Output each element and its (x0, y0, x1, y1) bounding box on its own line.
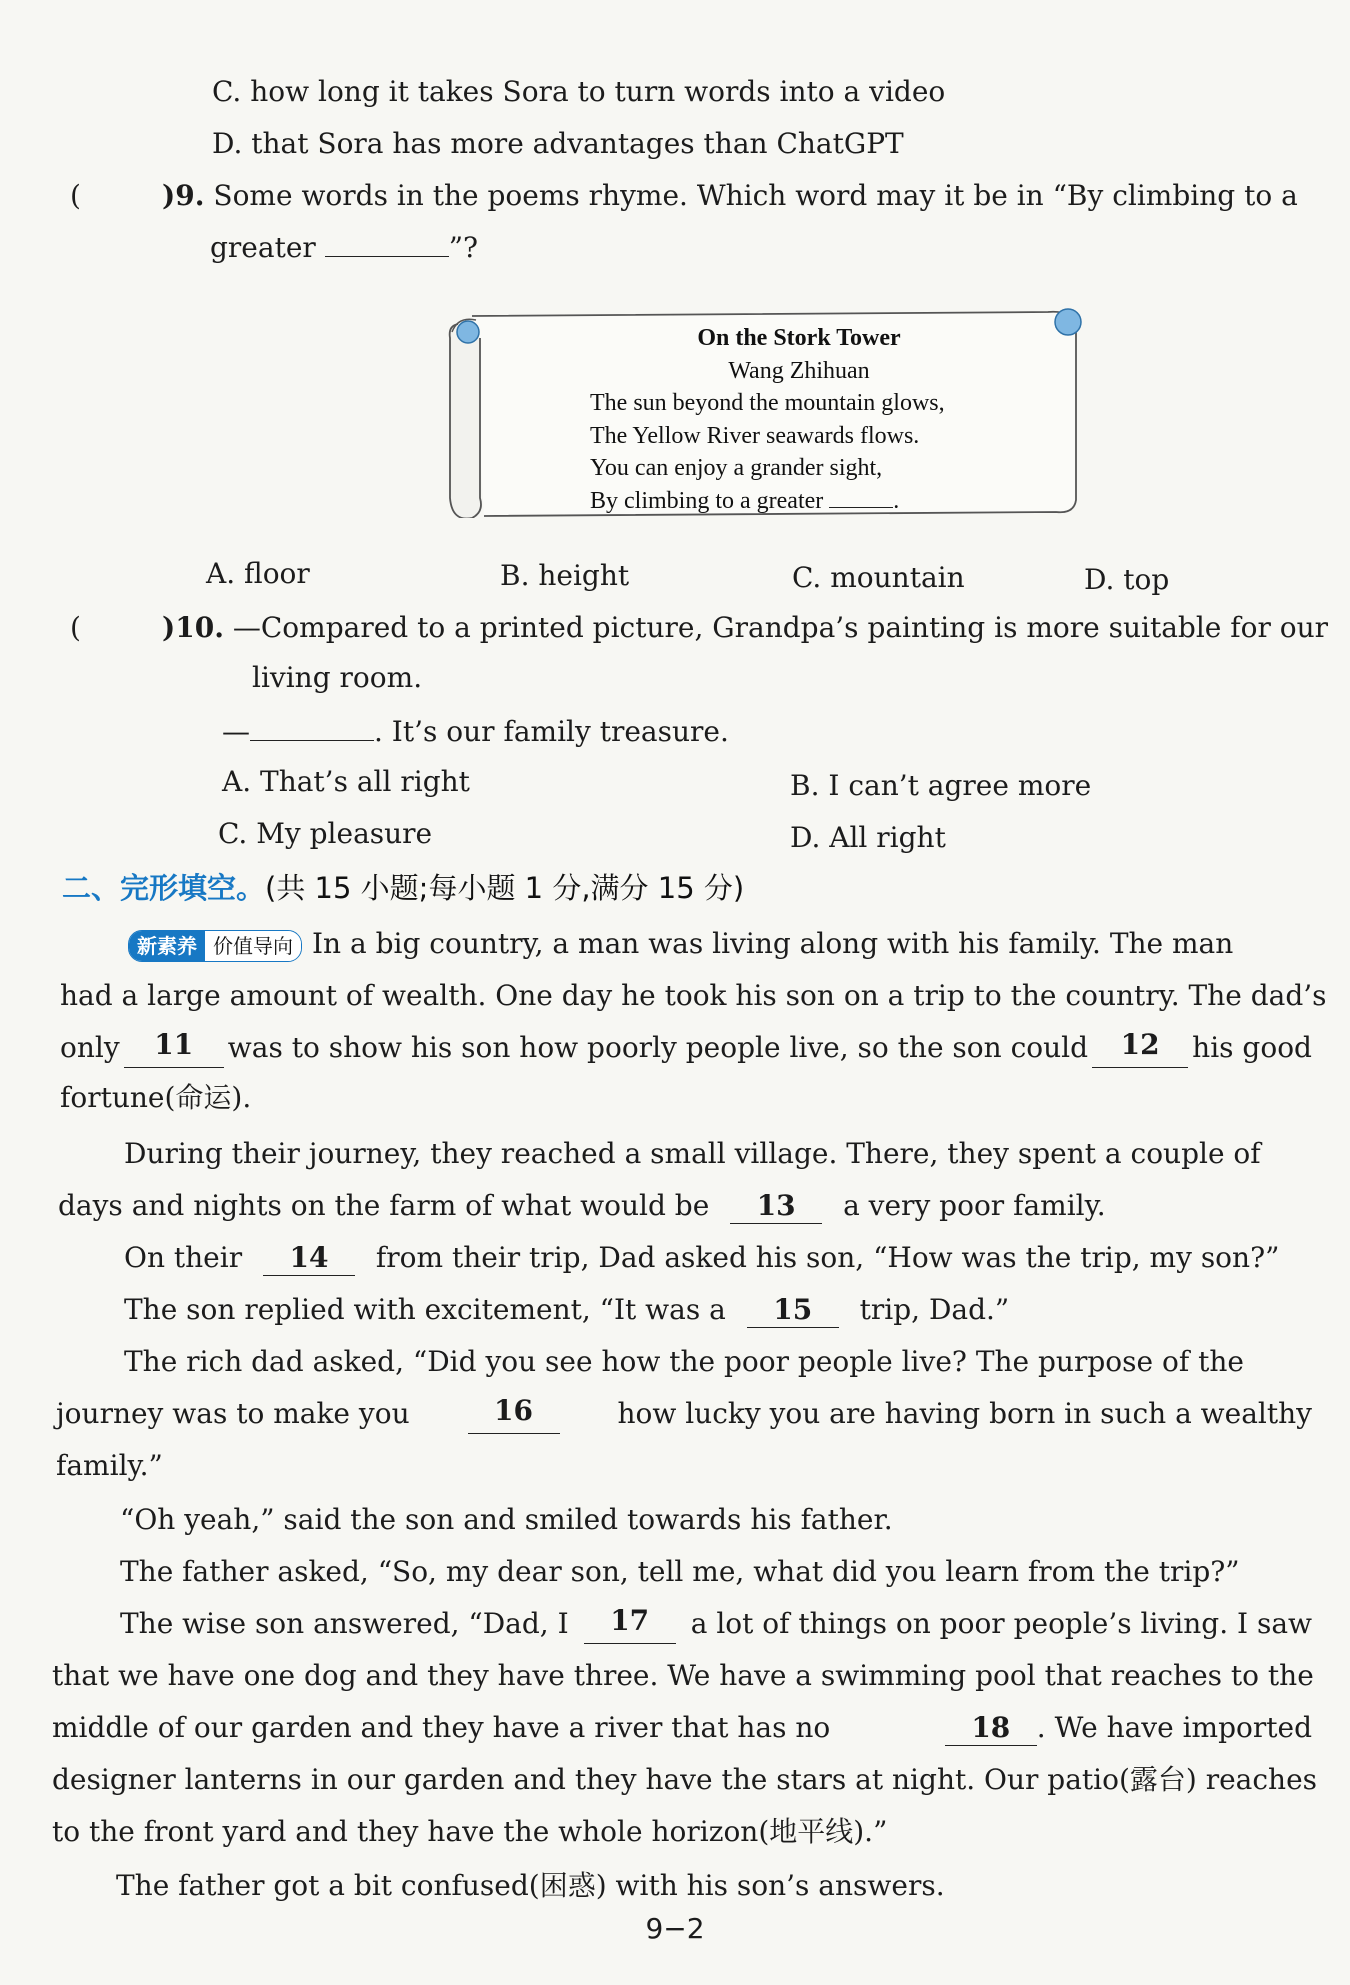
q9-text-part: greater (210, 231, 316, 264)
passage-line (52, 1656, 1312, 1696)
passage-text: middle of our garden and they have a river that has no (52, 1711, 831, 1744)
q9-stem-line2 (210, 228, 478, 268)
q10-stem (70, 608, 1328, 648)
passage-line (124, 1238, 1279, 1278)
passage-text: a very poor family. (843, 1189, 1106, 1222)
blank-11[interactable]: 11 (124, 1028, 224, 1068)
passage-text: was to show his son how poorly people live, so the son could (227, 1031, 1089, 1064)
poem-end: . (893, 487, 900, 514)
blank-16[interactable]: 16 (468, 1394, 560, 1434)
page-number: 9−2 (645, 1912, 705, 1945)
blank-15[interactable]: 15 (747, 1293, 839, 1328)
poem-line: The sun beyond the mountain glows, (590, 390, 945, 416)
q10-response (222, 712, 729, 752)
poem-line: The Yellow River seawards flows. (590, 422, 920, 449)
passage-line (124, 1290, 1009, 1330)
passage-line (128, 924, 1233, 964)
blank-18[interactable]: 18 (945, 1711, 1037, 1746)
q10-option-c: C. My pleasure (218, 817, 433, 850)
poem-title: On the Stork Tower (697, 325, 901, 351)
q9-stem (70, 176, 1298, 216)
passage-text: journey was to make you (56, 1397, 410, 1430)
q10-option-a: A. That’s all right (222, 765, 470, 798)
poem-scroll (444, 308, 1084, 518)
tag-label-2: 价值导向 (205, 931, 301, 961)
passage-text: In a big country, a man was living along with his family. The man (312, 927, 1234, 960)
passage-line (124, 1342, 1312, 1382)
answer-paren[interactable]: ( (70, 179, 81, 212)
answer-blank[interactable] (325, 256, 449, 257)
passage-line (58, 1186, 1106, 1226)
passage-line (52, 1760, 1318, 1800)
q9-text: Some words in the poems rhyme. Which word may it be in “By climbing to a (213, 179, 1298, 212)
passage-text: trip, Dad.” (859, 1293, 1010, 1326)
passage-text: . We have imported (1036, 1711, 1312, 1744)
passage-text: The son replied with excitement, “It was a (124, 1293, 726, 1326)
question-number: )9. (162, 179, 205, 212)
poem-text (444, 322, 1084, 517)
passage-text: On their (124, 1241, 243, 1274)
q9-option-a: A. floor (206, 557, 310, 590)
passage-text: that we have one dog and they have three. We have a swimming pool that reaches to the (52, 1659, 1314, 1692)
answer-paren[interactable]: ( (70, 611, 81, 644)
passage-line (60, 1028, 1312, 1068)
blank-17[interactable]: 17 (584, 1604, 676, 1644)
value-tag (128, 930, 302, 962)
blank-14[interactable]: 14 (263, 1241, 355, 1276)
section-title (62, 868, 744, 908)
q10-text: —Compared to a printed picture, Grandpa’s painting is more suitable for our (232, 611, 1329, 644)
section-title-rest: (共 15 小题;每小题 1 分,满分 15 分) (265, 871, 745, 905)
passage-line: The father got a bit confused(困惑) with his son’s answers. (116, 1869, 945, 1902)
passage-text: designer lanterns in our garden and they have the stars at night. Our patio(露台) reaches (52, 1763, 1318, 1796)
poem-line: You can enjoy a grander sight, (590, 455, 883, 481)
poem-line-text: By climbing to a greater (590, 487, 824, 514)
q10-option-d: D. All right (790, 821, 946, 854)
passage-line (52, 1708, 1312, 1748)
tag-label-1: 新素养 (129, 931, 205, 961)
q10-stem-line2: living room. (252, 661, 423, 694)
passage-line: The father asked, “So, my dear son, tell me, what did you learn from the trip?” (120, 1555, 1240, 1588)
passage-line (60, 976, 1327, 1016)
q8-option-c: C. how long it takes Sora to turn words into a video (212, 75, 946, 108)
q9-option-d: D. top (1084, 563, 1170, 596)
q9-text-part: ”? (448, 231, 479, 264)
blank-12[interactable]: 12 (1092, 1028, 1188, 1068)
passage-text: a lot of things on poor people’s living. I saw (690, 1607, 1312, 1640)
poem-blank (829, 507, 893, 508)
passage-line (56, 1394, 1312, 1434)
passage-line (124, 1134, 1312, 1174)
q8-option-d: D. that Sora has more advantages than ChatGPT (212, 127, 904, 160)
dash: — (222, 715, 250, 748)
passage-text: The wise son answered, “Dad, I (120, 1607, 569, 1640)
q9-option-c: C. mountain (792, 561, 965, 594)
passage-line: fortune(命运). (60, 1081, 252, 1114)
poem-line-last (444, 485, 1084, 518)
q10-response-text: . It’s our family treasure. (374, 715, 729, 748)
passage-line: “Oh yeah,” said the son and smiled towards his father. (120, 1503, 893, 1536)
q10-option-b: B. I can’t agree more (790, 769, 1092, 802)
question-number: )10. (162, 611, 224, 644)
passage-text: days and nights on the farm of what would be (58, 1189, 710, 1222)
passage-text: had a large amount of wealth. One day he took his son on a trip to the country. The dad’s (60, 979, 1327, 1012)
passage-line: to the front yard and they have the whole horizon(地平线).” (52, 1815, 888, 1848)
passage-line (120, 1604, 1312, 1644)
passage-text: his good (1192, 1031, 1312, 1064)
passage-text: from their trip, Dad asked his son, “How was the trip, my son?” (375, 1241, 1280, 1274)
passage-text: During their journey, they reached a small village. There, they spent a couple of (124, 1137, 1261, 1170)
passage-line: family.” (56, 1449, 163, 1482)
passage-text: only (60, 1031, 120, 1064)
section-title-main: 二、完形填空。 (62, 871, 266, 905)
passage-text: The rich dad asked, “Did you see how the poor people live? The purpose of the (124, 1345, 1244, 1378)
q9-option-b: B. height (500, 559, 630, 592)
answer-blank[interactable] (250, 740, 374, 741)
passage-text: how lucky you are having born in such a wealthy (617, 1397, 1312, 1430)
blank-13[interactable]: 13 (730, 1189, 822, 1224)
poem-author: Wang Zhihuan (728, 357, 870, 384)
